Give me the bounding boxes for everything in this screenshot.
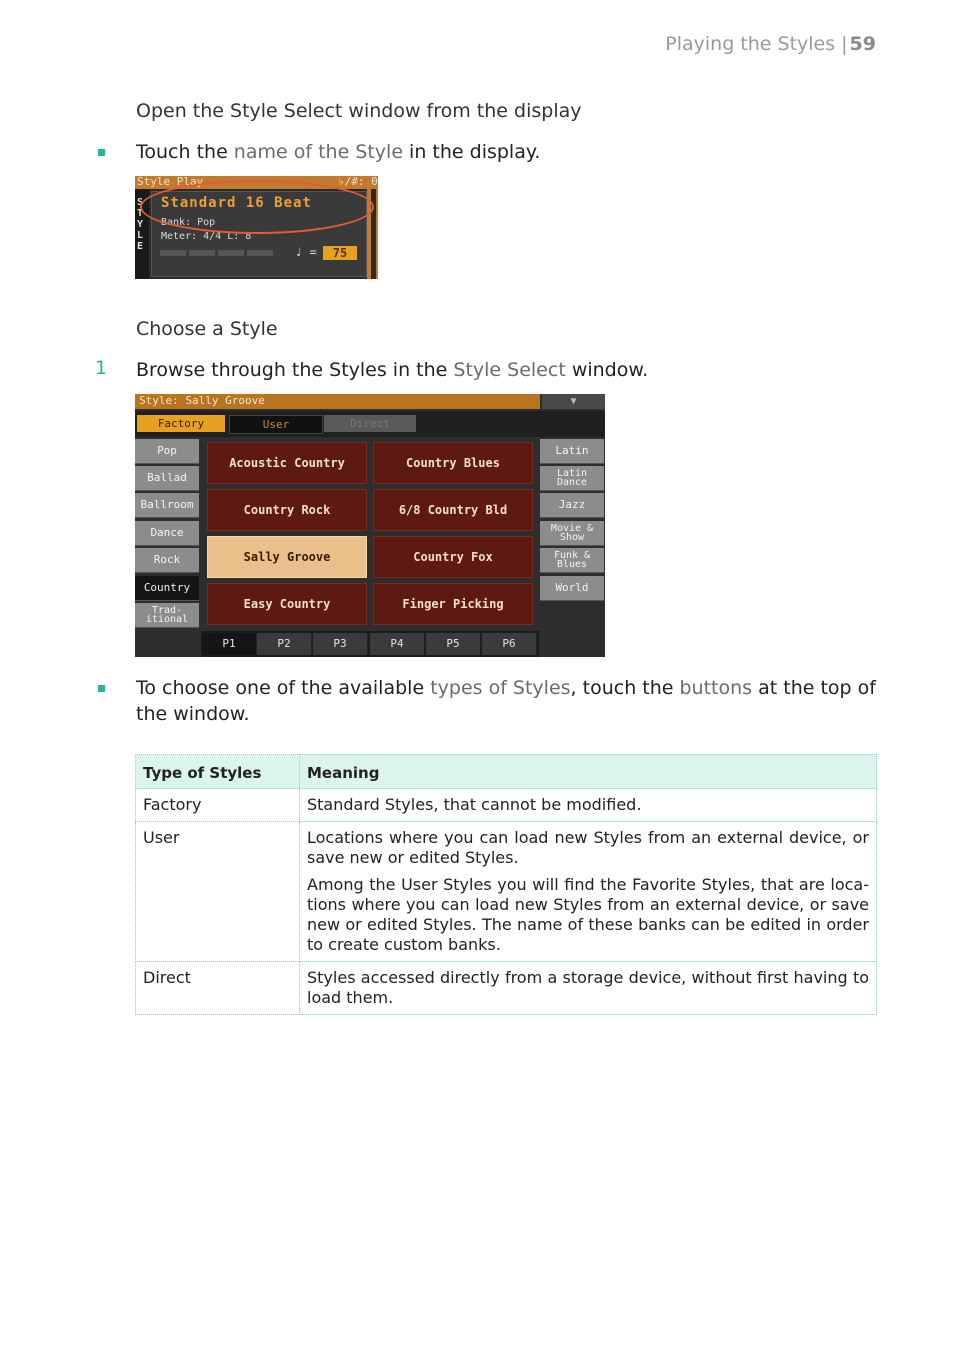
dropdown-arrow-icon[interactable]: ▼ — [542, 394, 605, 409]
bank-label: Bank: Pop — [161, 217, 216, 228]
section-title: Playing the Styles — [665, 33, 836, 55]
style-country-fox[interactable]: Country Fox — [373, 536, 533, 578]
style-acoustic-country[interactable]: Acoustic Country — [207, 442, 367, 484]
meter-block — [218, 250, 244, 256]
heading-choose-style: Choose a Style — [136, 318, 278, 340]
bullet-types-of-styles: To choose one of the available types of Styles, touch the buttons at the top of the window. — [136, 677, 876, 725]
page-tab-p3[interactable]: P3 — [313, 633, 368, 655]
category-latin-dance[interactable]: Latin Dance — [540, 466, 604, 491]
category-latin[interactable]: Latin — [540, 439, 604, 464]
page-tab-p5[interactable]: P5 — [426, 633, 481, 655]
table-cell-meaning: Standard Styles, that cannot be modified. — [300, 789, 877, 822]
category-funk-blues[interactable]: Funk & Blues — [540, 548, 604, 573]
page-tab-p2[interactable]: P2 — [257, 633, 312, 655]
table-cell-type: Factory — [136, 789, 300, 822]
tab-direct[interactable]: Direct — [324, 415, 416, 432]
bullet-marker — [98, 149, 105, 156]
table-cell-meaning: Locations where you can load new Styles from an external device, or save new or edited Styles. Among the User Styles you will find the Favorite Styles, that are loca-tions where you can load new Styles from an external device, or save new or edited Styles. The name of these banks can be edited in order to create custom banks. — [300, 822, 877, 962]
category-movie-show[interactable]: Movie & Show — [540, 521, 604, 546]
page-tab-p1[interactable]: P1 — [202, 633, 257, 655]
column-header: Type of Styles — [136, 755, 300, 789]
style-country-rock[interactable]: Country Rock — [207, 489, 367, 531]
category-dance[interactable]: Dance — [135, 521, 199, 546]
style-6-8-country-bld[interactable]: 6/8 Country Bld — [373, 489, 533, 531]
table-row — [136, 822, 877, 962]
page-tab-p4[interactable]: P4 — [370, 633, 425, 655]
category-country[interactable]: Country — [135, 576, 199, 601]
category-ballad[interactable]: Ballad — [135, 466, 199, 491]
highlight-ellipse — [140, 180, 374, 234]
style-sally-groove[interactable]: Sally Groove — [207, 536, 367, 578]
meter-block — [189, 250, 215, 256]
page-tab-p6[interactable]: P6 — [482, 633, 537, 655]
tempo-note-icon: ♩ = — [295, 245, 317, 259]
style-name[interactable]: Standard 16 Beat — [161, 195, 312, 211]
table-cell-meaning: Styles accessed directly from a storage device, without first having to load them. — [300, 962, 877, 1015]
table-cell-type: User — [136, 822, 300, 962]
step-browse: Browse through the Styles in the Style Select window. — [136, 359, 649, 381]
style-country-blues[interactable]: Country Blues — [373, 442, 533, 484]
style-finger-picking[interactable]: Finger Picking — [373, 583, 533, 625]
step-number: 1 — [95, 357, 108, 379]
category-world[interactable]: World — [540, 576, 604, 601]
table-row — [136, 789, 877, 822]
category-rock[interactable]: Rock — [135, 548, 199, 573]
style-side-label: S T Y L E — [135, 189, 149, 279]
table-row — [136, 962, 877, 1015]
tab-factory[interactable]: Factory — [137, 415, 225, 432]
bullet-touch-name: Touch the name of the Style in the display. — [136, 141, 541, 163]
meter-block — [160, 250, 186, 256]
tempo-value[interactable]: 75 — [323, 246, 357, 260]
style-select-titlebar: Style: Sally Groove — [135, 394, 540, 409]
meter-block — [247, 250, 273, 256]
category-jazz[interactable]: Jazz — [540, 493, 604, 518]
column-header: Meaning — [300, 755, 877, 789]
style-select-window — [135, 394, 605, 657]
style-play-titlebar: Style Play ♭/#: 0 — [137, 176, 378, 188]
table-header-row — [136, 755, 877, 789]
heading-open-style-select: Open the Style Select window from the display — [136, 100, 582, 122]
category-pop[interactable]: Pop — [135, 439, 199, 464]
style-types-table — [135, 754, 877, 1015]
style-easy-country[interactable]: Easy Country — [207, 583, 367, 625]
bullet-marker — [98, 685, 105, 692]
page-number: 59 — [849, 33, 876, 55]
table-cell-type: Direct — [136, 962, 300, 1015]
style-play-display — [135, 176, 378, 279]
meter-label: Meter: 4/4 L: 8 — [161, 231, 252, 242]
tab-user[interactable]: User — [229, 415, 323, 434]
page-header: Playing the Styles | 59 — [665, 33, 876, 55]
category-ballroom[interactable]: Ballroom — [135, 493, 199, 518]
category-traditional[interactable]: Trad- itional — [135, 603, 199, 628]
